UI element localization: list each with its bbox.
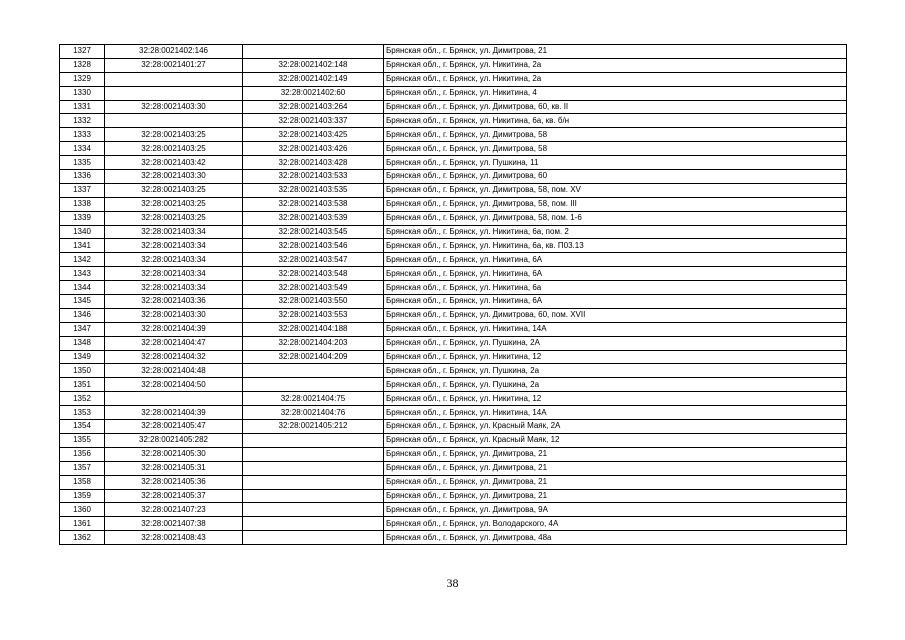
row-number-cell: 1353 [60,406,105,420]
land-cadastral-number-cell: 32:28:0021404:47 [105,336,243,350]
land-cadastral-number-cell: 32:28:0021405:31 [105,461,243,475]
row-number-cell: 1355 [60,433,105,447]
land-cadastral-number-cell: 32:28:0021403:34 [105,239,243,253]
land-cadastral-number-cell: 32:28:0021403:34 [105,225,243,239]
address-cell: Брянская обл., г. Брянск, ул. Димитрова, 21 [384,45,847,59]
row-number-cell: 1343 [60,267,105,281]
table-row [60,267,847,281]
land-cadastral-number-cell [105,392,243,406]
table-row [60,531,847,545]
row-number-cell: 1344 [60,281,105,295]
row-number-cell: 1349 [60,350,105,364]
row-number-cell: 1356 [60,447,105,461]
table-row [60,114,847,128]
row-number-cell: 1348 [60,336,105,350]
table-row [60,225,847,239]
table-row [60,183,847,197]
land-cadastral-number-cell: 32:28:0021403:36 [105,295,243,309]
object-cadastral-number-cell: 32:28:0021404:203 [243,336,384,350]
land-cadastral-number-cell: 32:28:0021403:34 [105,281,243,295]
registry-sheet [59,44,846,545]
table-row [60,253,847,267]
address-cell: Брянская обл., г. Брянск, ул. Димитрова, 48а [384,531,847,545]
address-cell: Брянская обл., г. Брянск, ул. Димитрова, 58, пом. 1-6 [384,211,847,225]
address-cell: Брянская обл., г. Брянск, ул. Никитина, 6а [384,281,847,295]
address-cell: Брянская обл., г. Брянск, ул. Никитина, 6а, кв. б/н [384,114,847,128]
row-number-cell: 1327 [60,45,105,59]
land-cadastral-number-cell: 32:28:0021403:34 [105,267,243,281]
table-row [60,420,847,434]
table-row [60,308,847,322]
table-row [60,211,847,225]
address-cell: Брянская обл., г. Брянск, ул. Никитина, 12 [384,392,847,406]
land-cadastral-number-cell: 32:28:0021404:48 [105,364,243,378]
land-cadastral-number-cell [105,86,243,100]
address-cell: Брянская обл., г. Брянск, ул. Пушкина, 11 [384,156,847,170]
row-number-cell: 1334 [60,142,105,156]
object-cadastral-number-cell: 32:28:0021404:188 [243,322,384,336]
object-cadastral-number-cell: 32:28:0021403:547 [243,253,384,267]
object-cadastral-number-cell [243,378,384,392]
address-cell: Брянская обл., г. Брянск, ул. Никитина, 2а [384,72,847,86]
table-row [60,72,847,86]
object-cadastral-number-cell: 32:28:0021403:264 [243,100,384,114]
object-cadastral-number-cell: 32:28:0021405:212 [243,420,384,434]
object-cadastral-number-cell: 32:28:0021404:209 [243,350,384,364]
object-cadastral-number-cell: 32:28:0021403:549 [243,281,384,295]
object-cadastral-number-cell: 32:28:0021404:75 [243,392,384,406]
address-cell: Брянская обл., г. Брянск, ул. Никитина, 4 [384,86,847,100]
row-number-cell: 1338 [60,197,105,211]
row-number-cell: 1330 [60,86,105,100]
land-cadastral-number-cell [105,114,243,128]
table-row [60,336,847,350]
object-cadastral-number-cell: 32:28:0021403:538 [243,197,384,211]
object-cadastral-number-cell: 32:28:0021402:148 [243,58,384,72]
row-number-cell: 1362 [60,531,105,545]
object-cadastral-number-cell [243,475,384,489]
table-row [60,45,847,59]
address-cell: Брянская обл., г. Брянск, ул. Никитина, 2а [384,58,847,72]
row-number-cell: 1335 [60,156,105,170]
land-cadastral-number-cell: 32:28:0021403:25 [105,142,243,156]
address-cell: Брянская обл., г. Брянск, ул. Никитина, 6а, пом. 2 [384,225,847,239]
table-row [60,142,847,156]
object-cadastral-number-cell [243,461,384,475]
object-cadastral-number-cell: 32:28:0021402:149 [243,72,384,86]
object-cadastral-number-cell: 32:28:0021402:60 [243,86,384,100]
row-number-cell: 1347 [60,322,105,336]
table-row [60,378,847,392]
address-cell: Брянская обл., г. Брянск, ул. Пушкина, 2а [384,378,847,392]
address-cell: Брянская обл., г. Брянск, ул. Димитрова, 58, пом. III [384,197,847,211]
row-number-cell: 1336 [60,170,105,184]
table-row [60,128,847,142]
land-cadastral-number-cell: 32:28:0021405:282 [105,433,243,447]
registry-table [59,44,847,545]
row-number-cell: 1328 [60,58,105,72]
object-cadastral-number-cell: 32:28:0021403:426 [243,142,384,156]
table-row [60,281,847,295]
row-number-cell: 1340 [60,225,105,239]
table-row [60,156,847,170]
registry-table-body [60,45,847,545]
table-row [60,364,847,378]
table-row [60,322,847,336]
row-number-cell: 1332 [60,114,105,128]
table-row [60,239,847,253]
object-cadastral-number-cell [243,433,384,447]
object-cadastral-number-cell: 32:28:0021403:425 [243,128,384,142]
row-number-cell: 1346 [60,308,105,322]
land-cadastral-number-cell: 32:28:0021405:30 [105,447,243,461]
table-row [60,475,847,489]
table-row [60,503,847,517]
object-cadastral-number-cell: 32:28:0021403:546 [243,239,384,253]
land-cadastral-number-cell: 32:28:0021404:32 [105,350,243,364]
land-cadastral-number-cell: 32:28:0021405:47 [105,420,243,434]
address-cell: Брянская обл., г. Брянск, ул. Димитрова, 9А [384,503,847,517]
object-cadastral-number-cell: 32:28:0021403:428 [243,156,384,170]
row-number-cell: 1359 [60,489,105,503]
object-cadastral-number-cell: 32:28:0021403:337 [243,114,384,128]
object-cadastral-number-cell: 32:28:0021404:76 [243,406,384,420]
address-cell: Брянская обл., г. Брянск, ул. Никитина, 12 [384,350,847,364]
land-cadastral-number-cell: 32:28:0021405:37 [105,489,243,503]
address-cell: Брянская обл., г. Брянск, ул. Никитина, 6А [384,295,847,309]
table-row [60,406,847,420]
address-cell: Брянская обл., г. Брянск, ул. Димитрова, 21 [384,475,847,489]
land-cadastral-number-cell: 32:28:0021405:36 [105,475,243,489]
row-number-cell: 1329 [60,72,105,86]
land-cadastral-number-cell: 32:28:0021403:25 [105,197,243,211]
table-row [60,197,847,211]
address-cell: Брянская обл., г. Брянск, ул. Никитина, 6А [384,253,847,267]
address-cell: Брянская обл., г. Брянск, ул. Димитрова, 58, пом. XV [384,183,847,197]
address-cell: Брянская обл., г. Брянск, ул. Володарского, 4А [384,517,847,531]
land-cadastral-number-cell: 32:28:0021403:34 [105,253,243,267]
page-number: 38 [446,576,459,590]
row-number-cell: 1337 [60,183,105,197]
row-number-cell: 1360 [60,503,105,517]
land-cadastral-number-cell: 32:28:0021407:23 [105,503,243,517]
table-row [60,517,847,531]
address-cell: Брянская обл., г. Брянск, ул. Никитина, 14А [384,322,847,336]
object-cadastral-number-cell: 32:28:0021403:550 [243,295,384,309]
land-cadastral-number-cell: 32:28:0021401:27 [105,58,243,72]
object-cadastral-number-cell [243,45,384,59]
table-row [60,58,847,72]
table-row [60,447,847,461]
land-cadastral-number-cell: 32:28:0021403:25 [105,128,243,142]
row-number-cell: 1342 [60,253,105,267]
land-cadastral-number-cell [105,72,243,86]
table-row [60,392,847,406]
address-cell: Брянская обл., г. Брянск, ул. Пушкина, 2а [384,364,847,378]
address-cell: Брянская обл., г. Брянск, ул. Красный Маяк, 12 [384,433,847,447]
row-number-cell: 1339 [60,211,105,225]
object-cadastral-number-cell [243,489,384,503]
land-cadastral-number-cell: 32:28:0021403:30 [105,308,243,322]
address-cell: Брянская обл., г. Брянск, ул. Никитина, 6А [384,267,847,281]
object-cadastral-number-cell [243,364,384,378]
row-number-cell: 1333 [60,128,105,142]
land-cadastral-number-cell: 32:28:0021403:42 [105,156,243,170]
object-cadastral-number-cell [243,517,384,531]
row-number-cell: 1352 [60,392,105,406]
address-cell: Брянская обл., г. Брянск, ул. Димитрова, 21 [384,447,847,461]
table-row [60,433,847,447]
address-cell: Брянская обл., г. Брянск, ул. Димитрова, 60 [384,170,847,184]
object-cadastral-number-cell: 32:28:0021403:548 [243,267,384,281]
land-cadastral-number-cell: 32:28:0021404:39 [105,406,243,420]
object-cadastral-number-cell [243,531,384,545]
table-row [60,100,847,114]
object-cadastral-number-cell: 32:28:0021403:539 [243,211,384,225]
table-row [60,170,847,184]
land-cadastral-number-cell: 32:28:0021403:25 [105,211,243,225]
object-cadastral-number-cell: 32:28:0021403:545 [243,225,384,239]
land-cadastral-number-cell: 32:28:0021403:25 [105,183,243,197]
address-cell: Брянская обл., г. Брянск, ул. Красный Маяк, 2А [384,420,847,434]
table-row [60,461,847,475]
land-cadastral-number-cell: 32:28:0021403:30 [105,100,243,114]
object-cadastral-number-cell [243,447,384,461]
table-row [60,86,847,100]
address-cell: Брянская обл., г. Брянск, ул. Димитрова, 58 [384,142,847,156]
row-number-cell: 1361 [60,517,105,531]
object-cadastral-number-cell: 32:28:0021403:553 [243,308,384,322]
row-number-cell: 1345 [60,295,105,309]
table-row [60,489,847,503]
land-cadastral-number-cell: 32:28:0021404:50 [105,378,243,392]
address-cell: Брянская обл., г. Брянск, ул. Димитрова, 60, кв. II [384,100,847,114]
object-cadastral-number-cell [243,503,384,517]
land-cadastral-number-cell: 32:28:0021404:39 [105,322,243,336]
row-number-cell: 1351 [60,378,105,392]
row-number-cell: 1350 [60,364,105,378]
address-cell: Брянская обл., г. Брянск, ул. Пушкина, 2А [384,336,847,350]
table-row [60,350,847,364]
object-cadastral-number-cell: 32:28:0021403:535 [243,183,384,197]
address-cell: Брянская обл., г. Брянск, ул. Димитрова, 21 [384,461,847,475]
address-cell: Брянская обл., г. Брянск, ул. Димитрова, 21 [384,489,847,503]
row-number-cell: 1331 [60,100,105,114]
land-cadastral-number-cell: 32:28:0021408:43 [105,531,243,545]
address-cell: Брянская обл., г. Брянск, ул. Димитрова, 60, пом. XVII [384,308,847,322]
table-row [60,295,847,309]
land-cadastral-number-cell: 32:28:0021402:146 [105,45,243,59]
row-number-cell: 1358 [60,475,105,489]
row-number-cell: 1354 [60,420,105,434]
row-number-cell: 1341 [60,239,105,253]
address-cell: Брянская обл., г. Брянск, ул. Никитина, 6а, кв. П03.13 [384,239,847,253]
land-cadastral-number-cell: 32:28:0021407:38 [105,517,243,531]
address-cell: Брянская обл., г. Брянск, ул. Никитина, 14А [384,406,847,420]
row-number-cell: 1357 [60,461,105,475]
land-cadastral-number-cell: 32:28:0021403:30 [105,170,243,184]
address-cell: Брянская обл., г. Брянск, ул. Димитрова, 58 [384,128,847,142]
object-cadastral-number-cell: 32:28:0021403:533 [243,170,384,184]
